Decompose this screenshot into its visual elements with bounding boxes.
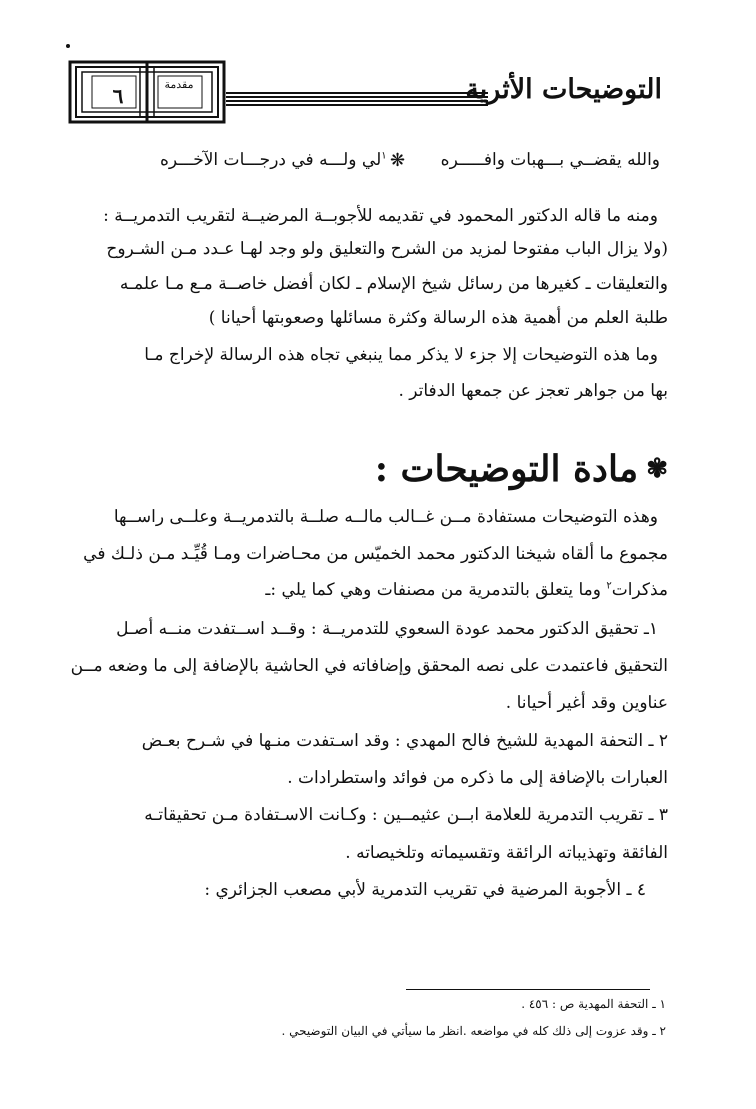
paragraph-line: (ولا يزال الباب مفتوحا لمزيد من الشرح والتعليق ولو وجد لهـا عـدد مـن الشـروح xyxy=(106,239,668,259)
verse-first-hemistich: والله يقضــي بـــهبات وافـــــره xyxy=(440,150,660,170)
paragraph-line: التحقيق فاعتمدت على نصه المحقق وإضافاته في الحاشية بالإضافة إلى ما وضعه مــن xyxy=(70,656,668,676)
verse-second-hemistich: $^١$لي ولـــه في درجـــات الآخـــره xyxy=(160,150,387,170)
paragraph-line: ومنه ما قاله الدكتور المحمود في تقديمه للأجوبــة المرضيــة لتقريب التدمريــة : xyxy=(103,206,658,226)
footnote: ١ ـ التحفة المهدية ص : ٤٥٦ . xyxy=(521,997,666,1011)
list-item: ٣ ـ تقريب التدمرية للعلامة ابــن عثيمــين : وكـانت الاسـتفادة مـن تحقيقاتـه xyxy=(144,805,668,825)
flower-icon: ✾ xyxy=(646,454,668,484)
list-item: ٤ ـ الأجوبة المرضية في تقريب التدمرية لأبي مصعب الجزائري : xyxy=(204,880,646,900)
list-item: ١ـ تحقيق الدكتور محمد عودة السعوي للتدمريــة : وقــد اســتفدت منــه أصـل xyxy=(116,619,658,639)
running-title: التوضيحات الأثرية xyxy=(465,74,662,105)
paragraph-line: الفائقة وتهذيباته الرائقة وتقسيماته وتلخيصاته . xyxy=(345,843,668,863)
header-rule-lines xyxy=(226,92,488,108)
page-header xyxy=(68,58,662,126)
paragraph-line: مجموع ما ألقاه شيخنا الدكتور محمد الخميّس من محـاضرات ومـا قُيِّـد مـن ذلـك في xyxy=(83,544,668,564)
section-heading-text: مادة التوضيحات : xyxy=(374,448,639,490)
list-item: ٢ ـ التحفة المهدية للشيخ فالح المهدي : وقد اسـتفدت منـها في شـرح بعـض xyxy=(141,731,668,751)
paragraph-line: وما هذه التوضيحات إلا جزء لا يذكر مما ينبغي تجاه هذه الرسالة لإخراج مـا xyxy=(144,345,658,365)
open-book-frame-icon xyxy=(68,58,226,126)
poetry-verse xyxy=(160,150,660,180)
footnote-divider xyxy=(406,989,650,990)
footnote-ref: ٢ xyxy=(606,580,612,592)
paragraph-line: وهذه التوضيحات مستفادة مــن غــالب مالــه صلــة بالتدمريــة وعلــى راســها xyxy=(113,507,658,527)
section-heading xyxy=(375,448,668,490)
paragraph-line: بها من جواهر تعجز عن جمعها الدفاتر . xyxy=(398,381,668,401)
paragraph-line: والتعليقات ـ كغيرها من رسائل شيخ الإسلام ـ لكان أفضل خاصــة مـع مـا علمـه xyxy=(119,274,668,294)
paragraph-line: مذكرات$^٢$ وما يتعلق بالتدمرية من مصنفات وهي كما يلي :ـ xyxy=(265,580,668,600)
footnote: ٢ ـ وقد عزوت إلى ذلك كله في مواضعه .انظر ما سيأتي في البيان التوضيحي . xyxy=(281,1024,666,1038)
verse-separator-icon: ❋ xyxy=(390,150,406,171)
paragraph-line: العبارات بالإضافة إلى ما ذكره من فوائد واستطرادات . xyxy=(287,768,668,788)
section-label: مقدمة xyxy=(164,78,194,91)
footnote-ref: ١ xyxy=(381,150,387,162)
paragraph-line: طلبة العلم من أهمية هذه الرسالة وكثرة مسائلها وصعوبتها أحيانا ) xyxy=(208,308,668,328)
ink-speck xyxy=(66,44,70,48)
page-number: ٦ xyxy=(112,84,124,108)
paragraph-line: عناوين وقد أغير أحيانا . xyxy=(505,693,668,713)
